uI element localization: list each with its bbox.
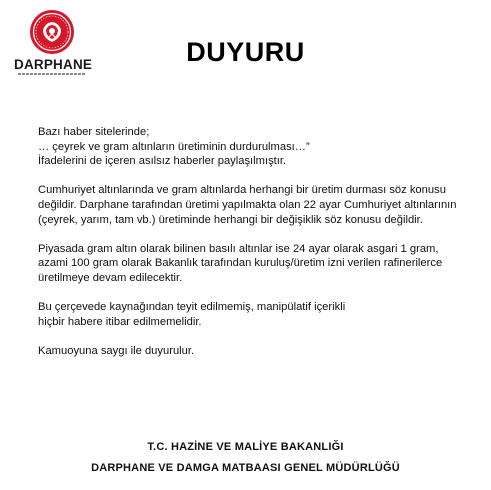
paragraph-closing xyxy=(38,344,478,359)
text-line: Piyasada gram altın olarak bilinen basılı altınlar ise 24 ayar olarak asgari 1 gram, xyxy=(38,242,439,255)
logo-tagline-line xyxy=(18,73,86,75)
text-line: hiçbir habere itibar edilmemelidir. xyxy=(38,315,202,328)
paragraph-cumhuriyet xyxy=(38,183,478,227)
text-line: İfadelerini de içeren asılsız haberler paylaşılmıştır. xyxy=(38,155,287,168)
page-title: DUYURU xyxy=(186,37,305,67)
text-line: Cumhuriyet altınlarında ve gram altınlarda herhangi bir üretim durması söz konusu xyxy=(38,184,446,197)
text-line: Bu çerçevede kaynağından teyit edilmemiş, manipülatif içerikli xyxy=(38,301,346,314)
text-line: Kamuoyuna saygı ile duyurulur. xyxy=(38,344,195,357)
text-line: üretilmeye devam edilecektir. xyxy=(38,271,183,284)
footer-directorate: DARPHANE VE DAMGA MATBAASI GENEL MÜDÜRLÜĞÜ xyxy=(91,462,400,474)
footer-ministry: T.C. HAZİNE VE MALİYE BAKANLIĞI xyxy=(147,441,344,453)
text-line: değildir. Darphane tarafından üretimi yapılmakta olan 22 ayar Cumhuriyet altınlarının xyxy=(38,198,457,211)
text-line: … çeyrek ve gram altınların üretiminin durdurulması…” xyxy=(38,140,310,153)
text-line: (çeyrek, yarım, tam vb.) üretiminde herhangi bir değişiklik söz konusu değildir. xyxy=(38,213,423,226)
text-line: Bazı haber sitelerinde; xyxy=(38,126,150,138)
paragraph-intro xyxy=(38,125,478,169)
logo-wordmark: DARPHANE xyxy=(14,57,93,72)
paragraph-warning xyxy=(38,300,478,329)
announcement-body xyxy=(38,125,478,373)
text-line: azami 100 gram olarak Bakanlık tarafından kuruluş/üretim izni verilen rafinerilerce xyxy=(38,257,443,270)
paragraph-gram-altin xyxy=(38,242,478,286)
